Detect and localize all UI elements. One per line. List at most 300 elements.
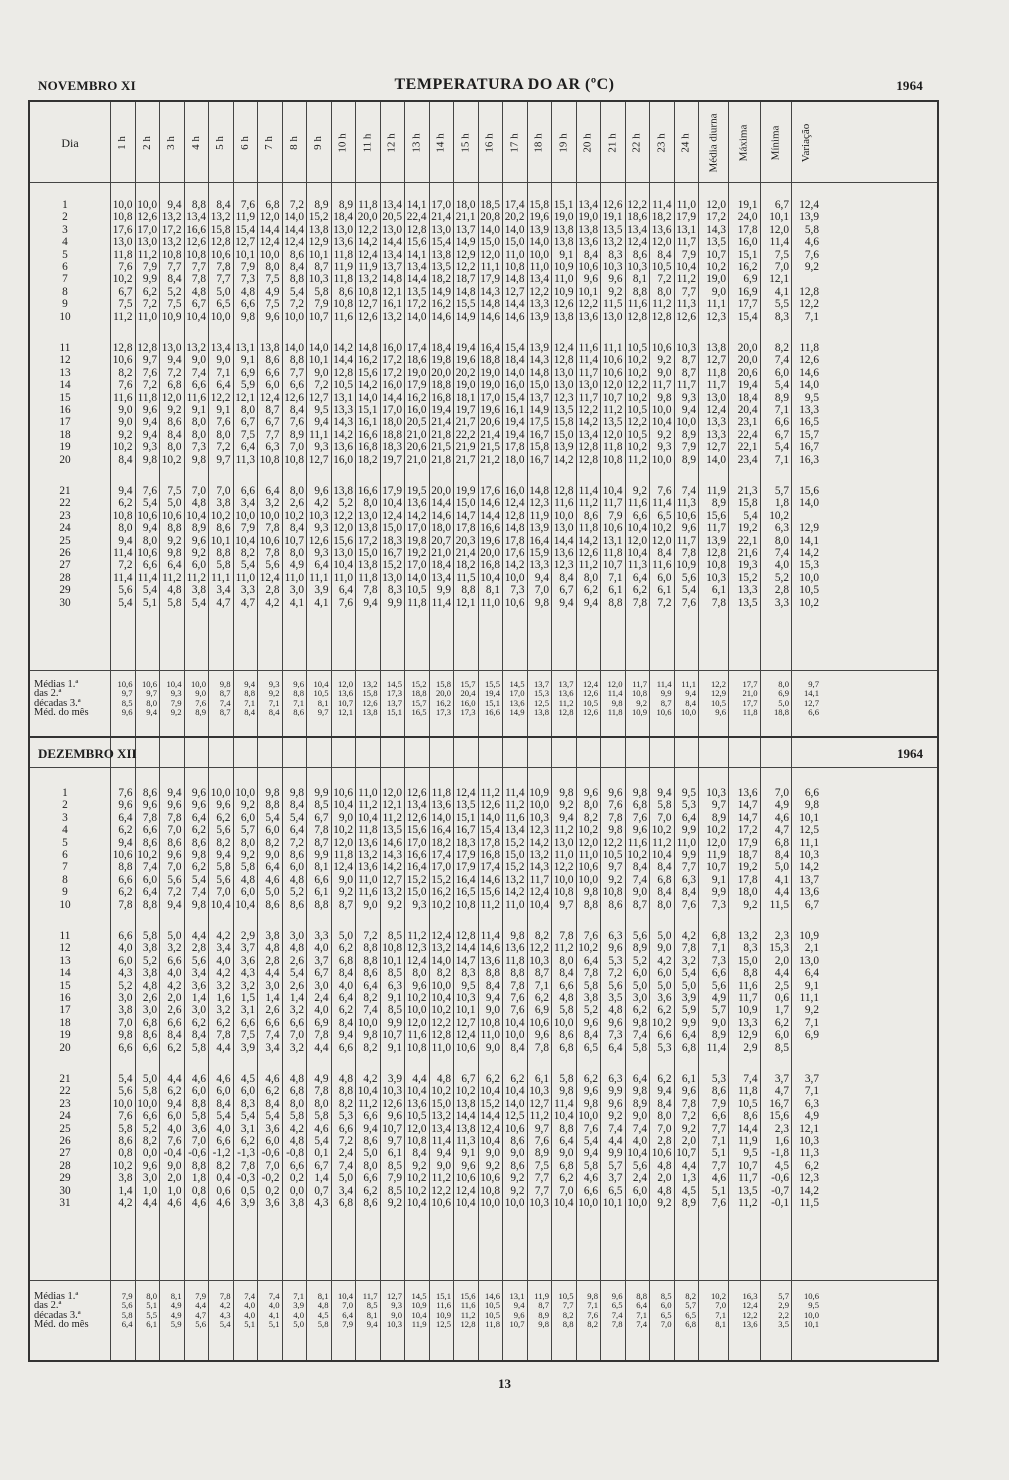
value-cell: 6,5 xyxy=(583,1041,598,1054)
value-cell: 10,6 xyxy=(480,1172,500,1185)
value-cell: 21,0 xyxy=(406,428,427,441)
value-cell: 9,7 xyxy=(559,898,574,911)
value-cell: 8,8 xyxy=(485,967,500,980)
value-cell: 10,1 xyxy=(455,1004,476,1017)
value-cell: 8,6 xyxy=(363,1135,378,1147)
value-cell: 10,3 xyxy=(308,273,329,286)
value-cell: 11,2 xyxy=(652,836,672,849)
value-cell: 12,2 xyxy=(210,391,231,404)
table-row xyxy=(30,955,937,967)
table-row xyxy=(30,510,937,522)
value-cell: 10,6 xyxy=(578,861,598,874)
value-cell: 5,8 xyxy=(314,1110,329,1123)
value-cell: 6,9 xyxy=(743,273,758,286)
value-cell: 8,9 xyxy=(681,453,696,466)
value-cell: 17,2 xyxy=(706,211,726,224)
value-cell: 7,8 xyxy=(167,811,182,824)
value-cell: 7,6 xyxy=(216,416,231,429)
value-cell: 19,0 xyxy=(578,211,598,224)
value-cell: 14,7 xyxy=(455,509,476,522)
value-cell: 4,4 xyxy=(265,967,280,980)
value-cell: 9,6 xyxy=(583,787,598,799)
december-title: DEZEMBRO XII xyxy=(38,746,137,761)
value-cell: 9,2 xyxy=(681,1122,696,1135)
value-cell: 10,0 xyxy=(259,248,280,261)
value-cell: 10,4 xyxy=(406,1085,427,1098)
value-cell: 11,0 xyxy=(505,248,525,261)
value-cell: 13,0 xyxy=(382,571,402,584)
value-cell: 21,0 xyxy=(406,453,427,466)
value-cell: 3,2 xyxy=(289,1041,304,1054)
value-cell: 3,6 xyxy=(240,954,255,967)
average-cell: 4,5 xyxy=(317,1309,329,1320)
value-cell: 7,6 xyxy=(510,1004,525,1017)
value-cell: 11,2 xyxy=(113,310,133,323)
value-cell: 13,0 xyxy=(357,509,378,522)
value-cell: 5,3 xyxy=(711,1073,726,1085)
average-cell: 7,1 xyxy=(268,697,280,708)
value-cell: 4,0 xyxy=(338,979,353,992)
value-cell: 1,0 xyxy=(167,1184,182,1197)
value-cell: 7,0 xyxy=(657,1122,672,1135)
value-cell: 8,4 xyxy=(216,1097,231,1110)
value-cell: 6,0 xyxy=(774,366,789,379)
table-row xyxy=(30,547,937,559)
value-cell: 6,4 xyxy=(363,979,378,992)
value-cell: 13,6 xyxy=(553,547,574,559)
value-cell: 9,6 xyxy=(608,787,623,799)
value-cell: 14,1 xyxy=(406,199,427,211)
value-cell: 5,2 xyxy=(142,1122,157,1135)
value-cell: 15,0 xyxy=(504,236,525,249)
value-cell: 8,9 xyxy=(681,1197,696,1209)
value-cell: 13,5 xyxy=(382,824,402,837)
value-cell: 5,4 xyxy=(289,811,304,824)
column-header: 24 h xyxy=(679,133,692,153)
value-cell: 8,3 xyxy=(461,967,476,980)
average-cell: 8,8 xyxy=(293,688,304,699)
average-cell: 21,0 xyxy=(742,688,758,699)
value-cell: 19,1 xyxy=(602,211,623,224)
value-cell: 23,4 xyxy=(737,453,758,466)
value-cell: 10,8 xyxy=(333,298,353,311)
value-cell: 18,5 xyxy=(480,199,500,211)
day-cell: 23 xyxy=(59,1097,71,1110)
average-cell: 11,8 xyxy=(607,707,623,718)
value-cell: 5,4 xyxy=(774,441,789,454)
value-cell: 7,9 xyxy=(314,298,329,311)
value-cell: 10,2 xyxy=(578,942,598,955)
value-cell: 10,3 xyxy=(706,787,726,799)
average-cell: 11,7 xyxy=(362,1291,378,1301)
value-cell: 10,6 xyxy=(112,354,133,367)
value-cell: 10,9 xyxy=(799,930,819,942)
value-cell: 10,9 xyxy=(737,1004,758,1017)
value-cell: 11,2 xyxy=(652,298,672,311)
value-cell: 14,0 xyxy=(308,342,329,354)
value-cell: 17,8 xyxy=(504,534,525,547)
table-row xyxy=(30,584,937,596)
value-cell: 11,4 xyxy=(578,354,598,367)
value-cell: 14,2 xyxy=(578,534,598,547)
value-cell: 13,4 xyxy=(186,211,206,224)
value-cell: 8,4 xyxy=(485,979,500,992)
value-cell: 9,0 xyxy=(118,416,133,429)
value-cell: 10,6 xyxy=(529,1016,549,1029)
value-cell: 13,0 xyxy=(706,391,726,404)
value-cell: 8,0 xyxy=(167,441,182,454)
value-cell: 6,7 xyxy=(240,416,255,429)
average-cell: 8,1 xyxy=(317,697,329,708)
value-cell: 9,4 xyxy=(167,354,182,367)
value-cell: 6,4 xyxy=(583,954,598,967)
value-cell: 14,2 xyxy=(333,342,353,354)
value-cell: 7,4 xyxy=(632,1029,647,1042)
value-cell: 9,0 xyxy=(118,404,133,416)
value-cell: 13,6 xyxy=(357,861,378,874)
value-cell: 7,3 xyxy=(711,898,726,911)
value-cell: 6,2 xyxy=(485,1073,500,1085)
value-cell: 14,0 xyxy=(480,223,500,236)
value-cell: 13,9 xyxy=(529,342,549,354)
average-cell: 13,6 xyxy=(558,688,574,699)
value-cell: 9,9 xyxy=(436,584,451,597)
value-cell: 10,2 xyxy=(431,898,451,911)
value-cell: 3,4 xyxy=(216,584,231,597)
value-cell: 9,2 xyxy=(804,1004,819,1017)
value-cell: 3,7 xyxy=(240,942,255,955)
value-cell: 4,2 xyxy=(363,1073,378,1085)
value-cell: 9,9 xyxy=(681,849,696,861)
value-cell: 4,6 xyxy=(774,811,789,824)
value-cell: 8,0 xyxy=(314,1097,329,1110)
value-cell: 10,2 xyxy=(706,261,726,273)
value-cell: 4,6 xyxy=(191,1197,206,1209)
value-cell: 13,9 xyxy=(529,522,549,535)
value-cell: 7,4 xyxy=(608,1122,623,1135)
value-cell: 12,0 xyxy=(706,199,726,211)
value-cell: 14,2 xyxy=(504,559,525,572)
value-cell: 6,6 xyxy=(314,873,329,886)
value-cell: 8,6 xyxy=(289,248,304,261)
value-cell: 5,4 xyxy=(240,559,255,572)
value-cell: 13,3 xyxy=(529,298,549,311)
value-cell: 11,6 xyxy=(554,497,574,510)
value-cell: 11,0 xyxy=(480,596,500,609)
average-cell: 5,1 xyxy=(146,1300,157,1311)
value-cell: 6,2 xyxy=(632,584,647,597)
value-cell: -0,6 xyxy=(261,1147,280,1160)
column-header: 7 h xyxy=(263,136,276,150)
value-cell: 18,7 xyxy=(455,273,476,286)
value-cell: 5,4 xyxy=(289,285,304,298)
value-cell: 11,6 xyxy=(578,342,598,354)
value-cell: 7,6 xyxy=(118,787,133,799)
average-cell: 9,0 xyxy=(195,688,206,699)
average-cell: 4,1 xyxy=(268,1309,280,1320)
value-cell: 6,3 xyxy=(265,441,280,454)
value-cell: 4,0 xyxy=(167,1122,182,1135)
value-cell: 12,0 xyxy=(382,787,402,799)
value-cell: 4,8 xyxy=(289,1073,304,1085)
value-cell: 12,2 xyxy=(627,416,647,429)
value-cell: -0,6 xyxy=(771,1172,789,1185)
day-cell: 18 xyxy=(59,428,71,441)
value-cell: 13,6 xyxy=(737,787,758,799)
value-cell: 5,4 xyxy=(142,497,157,510)
average-cell: 15,7 xyxy=(460,679,476,689)
value-cell: 14,0 xyxy=(357,391,378,404)
column-header: 4 h xyxy=(189,136,202,150)
value-cell: 8,3 xyxy=(774,310,789,323)
average-cell: 12,4 xyxy=(742,1300,758,1311)
value-cell: 12,0 xyxy=(406,1122,427,1135)
value-cell: 4,2 xyxy=(265,596,280,609)
value-cell: 14,0 xyxy=(284,342,304,354)
value-cell: 7,6 xyxy=(583,1122,598,1135)
value-cell: 10,6 xyxy=(651,1147,672,1160)
day-cell: 13 xyxy=(59,366,71,379)
average-cell: 14,6 xyxy=(484,1291,500,1301)
value-cell: 7,8 xyxy=(265,547,280,559)
value-cell: 12,4 xyxy=(553,342,574,354)
value-cell: 11,4 xyxy=(113,547,133,559)
value-cell: 12,3 xyxy=(706,310,726,323)
value-cell: 3,9 xyxy=(387,1073,402,1085)
value-cell: 9,8 xyxy=(167,547,182,559)
value-cell: 12,6 xyxy=(578,547,598,559)
value-cell: 7,2 xyxy=(216,441,231,454)
value-cell: 6,6 xyxy=(167,954,182,967)
value-cell: 8,2 xyxy=(774,342,789,354)
average-cell: 9,6 xyxy=(293,679,304,689)
value-cell: 5,2 xyxy=(583,1004,598,1017)
value-cell: 4,8 xyxy=(289,942,304,955)
value-cell: 14,2 xyxy=(799,547,819,559)
value-cell: 9,1 xyxy=(216,404,231,416)
value-cell: 5,3 xyxy=(681,799,696,812)
value-cell: 6,8 xyxy=(167,379,182,392)
value-cell: 18,3 xyxy=(382,534,402,547)
value-cell: 9,2 xyxy=(632,485,647,497)
average-cell: 12,2 xyxy=(742,1309,758,1320)
value-cell: 11,8 xyxy=(333,849,353,861)
value-cell: 3,8 xyxy=(583,992,598,1004)
value-cell: 9,9 xyxy=(142,273,157,286)
value-cell: 7,8 xyxy=(118,898,133,911)
value-cell: 11,1 xyxy=(799,992,819,1004)
value-cell: 7,3 xyxy=(711,954,726,967)
value-cell: 5,4 xyxy=(289,967,304,980)
value-cell: 5,8 xyxy=(314,285,329,298)
value-cell: 6,2 xyxy=(216,1016,231,1029)
table-row xyxy=(30,1085,937,1097)
table-row xyxy=(30,572,937,584)
value-cell: 6,6 xyxy=(711,1110,726,1123)
value-cell: 2,4 xyxy=(338,1147,353,1160)
value-cell: 2,6 xyxy=(142,992,157,1004)
average-cell: 16,6 xyxy=(484,707,500,718)
value-cell: 10,0 xyxy=(210,787,231,799)
value-cell: 7,8 xyxy=(681,942,696,955)
value-cell: 12,8 xyxy=(706,547,726,559)
value-cell: 4,3 xyxy=(118,967,133,980)
value-cell: 9,2 xyxy=(657,354,672,367)
value-cell: 4,4 xyxy=(412,1073,427,1085)
value-cell: 5,0 xyxy=(774,861,789,874)
value-cell: 13,0 xyxy=(799,954,819,967)
value-cell: 6,0 xyxy=(774,1029,789,1042)
day-cell: 28 xyxy=(59,1159,71,1172)
value-cell: 9,0 xyxy=(436,1159,451,1172)
value-cell: 3,8 xyxy=(142,967,157,980)
value-cell: 8,2 xyxy=(338,1097,353,1110)
value-cell: 6,0 xyxy=(265,1135,280,1147)
value-cell: 20,6 xyxy=(406,441,427,454)
value-cell: 4,1 xyxy=(774,285,789,298)
value-cell: 1,4 xyxy=(289,992,304,1004)
value-cell: 15,7 xyxy=(799,428,819,441)
value-cell: 8,9 xyxy=(632,1097,647,1110)
value-cell: 11,6 xyxy=(627,836,647,849)
average-row xyxy=(30,1301,937,1310)
value-cell: 12,0 xyxy=(480,248,500,261)
value-cell: 13,2 xyxy=(382,886,402,899)
average-cell: 12,6 xyxy=(362,697,378,708)
value-cell: 7,3 xyxy=(608,1029,623,1042)
value-cell: 21,4 xyxy=(480,428,500,441)
value-cell: 10,0 xyxy=(431,979,451,992)
value-cell: 12,8 xyxy=(406,223,427,236)
value-cell: 9,8 xyxy=(657,391,672,404)
value-cell: 10,2 xyxy=(112,273,133,286)
value-cell: 1,4 xyxy=(118,1184,133,1197)
value-cell: 21,8 xyxy=(431,428,451,441)
average-cell: 8,0 xyxy=(778,679,789,689)
value-cell: 10,0 xyxy=(504,571,525,584)
value-cell: 12,3 xyxy=(406,942,427,955)
average-cell: 12,5 xyxy=(533,697,549,708)
value-cell: 8,4 xyxy=(657,886,672,899)
value-cell: 15,4 xyxy=(504,342,525,354)
value-cell: 8,9 xyxy=(774,391,789,404)
value-cell: 19,0 xyxy=(480,379,500,392)
value-cell: 15,4 xyxy=(235,223,255,236)
value-cell: 14,7 xyxy=(455,954,476,967)
value-cell: 7,8 xyxy=(314,1085,329,1098)
value-cell: 6,0 xyxy=(632,1184,647,1197)
average-cell: 8,5 xyxy=(366,1300,378,1311)
value-cell: 6,6 xyxy=(363,1172,378,1185)
value-cell: 15,8 xyxy=(529,199,549,211)
value-cell: 8,9 xyxy=(711,1029,726,1042)
average-cell: 9,4 xyxy=(513,1300,525,1311)
value-cell: 15,1 xyxy=(553,199,574,211)
value-cell: 13,0 xyxy=(333,223,353,236)
value-cell: 13,2 xyxy=(431,1110,451,1123)
value-cell: 8,8 xyxy=(559,1122,574,1135)
value-cell: 13,9 xyxy=(799,211,819,224)
average-cell: 4,7 xyxy=(195,1309,206,1320)
value-cell: 10,1 xyxy=(578,285,598,298)
average-row xyxy=(30,680,937,689)
column-header: 11 h xyxy=(361,133,374,153)
value-cell: 5,8 xyxy=(118,1122,133,1135)
value-cell: 12,6 xyxy=(406,811,427,824)
value-cell: 2,4 xyxy=(632,1172,647,1185)
value-cell: 9,4 xyxy=(338,1029,353,1042)
value-cell: 6,7 xyxy=(774,428,789,441)
value-cell: 4,8 xyxy=(559,992,574,1004)
value-cell: 6,4 xyxy=(265,485,280,497)
table-row xyxy=(30,286,937,298)
value-cell: 8,3 xyxy=(743,942,758,955)
average-cell: 6,5 xyxy=(611,1300,623,1311)
day-cell: 12 xyxy=(59,354,71,367)
value-cell: 7,5 xyxy=(534,1159,549,1172)
value-cell: 13,2 xyxy=(504,873,525,886)
value-cell: 7,0 xyxy=(774,787,789,799)
value-cell: 10,9 xyxy=(553,261,574,273)
average-cell: 7,1 xyxy=(715,1309,726,1320)
value-cell: 7,7 xyxy=(167,261,182,273)
day-cell: 30 xyxy=(59,596,71,609)
value-cell: 8,8 xyxy=(461,584,476,597)
value-cell: 9,2 xyxy=(167,534,182,547)
value-cell: 5,6 xyxy=(265,559,280,572)
value-cell: 6,6 xyxy=(142,824,157,837)
value-cell: 4,6 xyxy=(265,1073,280,1085)
value-cell: 17,4 xyxy=(504,199,525,211)
average-cell: 8,8 xyxy=(562,1319,574,1330)
column-header: 16 h xyxy=(483,133,496,153)
average-cell: 10,3 xyxy=(386,1319,402,1330)
value-cell: 23,1 xyxy=(737,416,758,429)
value-cell: 4,8 xyxy=(289,873,304,886)
value-cell: 6,6 xyxy=(265,366,280,379)
value-cell: 11,0 xyxy=(333,571,353,584)
value-cell: 17,9 xyxy=(480,273,500,286)
value-cell: 4,2 xyxy=(216,930,231,942)
value-cell: 9,6 xyxy=(142,799,157,812)
value-cell: 2,0 xyxy=(167,1172,182,1185)
value-cell: 6,9 xyxy=(534,1004,549,1017)
value-cell: 3,9 xyxy=(681,992,696,1004)
value-cell: 4,8 xyxy=(657,1159,672,1172)
value-cell: 2,9 xyxy=(743,1041,758,1054)
value-cell: 4,6 xyxy=(711,1172,726,1185)
value-cell: 8,0 xyxy=(118,522,133,535)
value-cell: 10,2 xyxy=(651,824,672,837)
value-cell: 9,6 xyxy=(118,799,133,812)
average-cell: 10,5 xyxy=(710,697,726,708)
value-cell: 10,0 xyxy=(676,416,696,429)
day-cell: 15 xyxy=(59,391,71,404)
value-cell: 19,9 xyxy=(455,485,476,497)
value-cell: 19,8 xyxy=(406,534,427,547)
average-cell: 7,8 xyxy=(611,1319,623,1330)
value-cell: 8,4 xyxy=(191,1029,206,1042)
value-cell: 7,9 xyxy=(142,261,157,273)
value-cell: 9,3 xyxy=(681,391,696,404)
value-cell: 2,1 xyxy=(804,942,819,955)
value-cell: 13,8 xyxy=(357,559,378,572)
value-cell: 10,0 xyxy=(235,787,255,799)
value-cell: 4,9 xyxy=(265,285,280,298)
value-cell: 8,6 xyxy=(363,967,378,980)
value-cell: 14,3 xyxy=(382,849,402,861)
value-cell: -0,3 xyxy=(237,1172,255,1185)
